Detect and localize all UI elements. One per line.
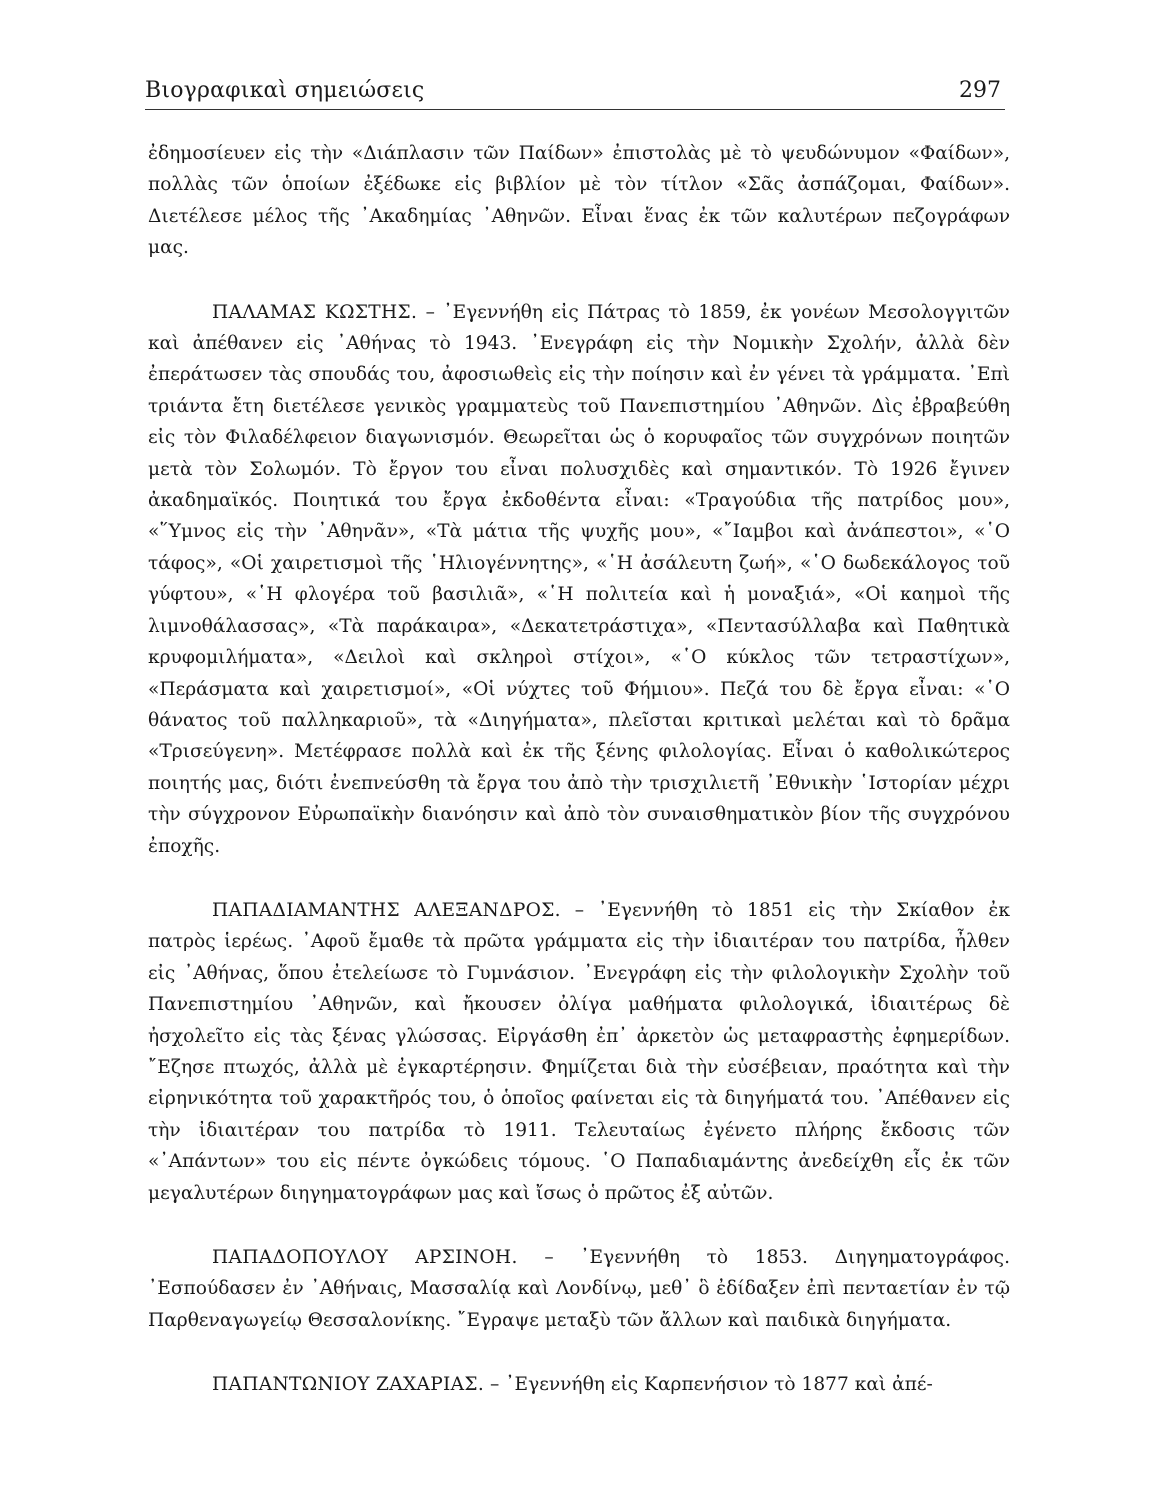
entry-papantoniou xyxy=(148,1369,1010,1400)
entry-text: – ᾿Εγεννήθη εἰς Καρπενήσιον τὸ 1877 καὶ ἀπέ- xyxy=(490,1374,933,1396)
page-number: 297 xyxy=(959,78,1001,103)
entry-name: ΠΑΠΑΝΤΩΝΙΟΥ ΖΑΧΑΡΙΑΣ. xyxy=(212,1374,485,1396)
entry-name: ΠΑΠΑΔΟΠΟΥΛΟΥ ΑΡΣΙΝΟΗ. xyxy=(212,1247,518,1268)
intro-paragraph xyxy=(148,138,1010,264)
entry-text: – ᾿Εγεννήθη τὸ 1851 εἰς τὴν Σκίαθον ἐκ πατρὸς ἱερέως. ᾿Αφοῦ ἔμαθε τὰ πρῶτα γράμματα εἰς τὴν ἰδιαιτέραν του πατρίδα, ἦλθεν εἰς ᾿Αθήνας, ὅπου ἐτελείωσε τὸ Γυμνάσιον. ᾿Ενεγράφη εἰς τὴν φιλολογικὴν Σχολὴν τοῦ Πανεπιστημίου ᾿Αθηνῶν, καὶ ἤκουσεν ὀλίγα μαθήματα φιλολογικά, ἰδιαιτέρως δὲ ἠσχολεῖτο εἰς τὰς ξένας γλώσσας. Εἰργάσθη ἐπ᾿ ἀρκετὸν ὡς μεταφραστὴς ἐφημερίδων. ῎Εζησε πτωχός, ἀλλὰ μὲ ἐγκαρτέρησιν. Φημίζεται διὰ τὴν εὐσέβειαν, πραότητα καὶ τὴν εἰρηνικότητα τοῦ χαρακτῆρός του, ὁ ὁποῖος φαίνεται εἰς τὰ διηγήματά του. ᾿Απέθανεν εἰς τὴν ἰδιαιτέραν του πατρίδα τὸ 1911. Τελευταίως ἐγένετο πλήρης ἔκδοσις τῶν «᾿Απάντων» του εἰς πέντε ὀγκώδεις τόμους. ῾Ο Παπαδιαμάντης ἀνεδείχθη εἷς ἐκ τῶν μεγαλυτέρων διηγηματογράφων μας καὶ ἴσως ὁ πρῶτος ἐξ αὐτῶν. xyxy=(148,899,1010,1204)
entry-papadiamantis xyxy=(148,895,1010,1209)
entry-paragraph xyxy=(148,297,1010,862)
entry-name: ΠΑΛΑΜΑΣ ΚΩΣΤΗΣ. xyxy=(212,301,418,323)
entry-papadopoulou xyxy=(148,1242,1010,1336)
intro-text: ἐδημοσίευεν εἰς τὴν «Διάπλασιν τῶν Παίδων» ἐπιστολὰς μὲ τὸ ψευδώνυμον «Φαίδων», πολλὰς τῶν ὁποίων ἐξέδωκε εἰς βιβλίον μὲ τὸν τίτλον «Σᾶς ἀσπάζομαι, Φαίδων». Διετέλεσε μέλος τῆς ᾿Ακαδημίας ᾿Αθηνῶν. Εἶναι ἕνας ἐκ τῶν καλυτέρων πεζογράφων μας. xyxy=(148,143,1010,259)
body-text xyxy=(148,138,1010,1401)
entry-paragraph xyxy=(148,1369,1010,1400)
entry-text: – ᾿Εγεννήθη εἰς Πάτρας τὸ 1859, ἐκ γονέων Μεσολογγιτῶν καὶ ἀπέθανεν εἰς ᾿Αθήνας τὸ 1943. ᾿Ενεγράφη εἰς τὴν Νομικὴν Σχολήν, ἀλλὰ δὲν ἐπεράτωσεν τὰς σπουδάς του, ἀφοσιωθεὶς εἰς τὴν ποίησιν καὶ ἐν γένει τὰ γράμματα. ᾿Επὶ τριάντα ἔτη διετέλεσε γενικὸς γραμματεὺς τοῦ Πανεπιστημίου ᾿Αθηνῶν. Δὶς ἐβραβεύθη εἰς τὸν Φιλαδέλφειον διαγωνισμόν. Θεωρεῖται ὡς ὁ κορυφαῖος τῶν συγχρόνων ποιητῶν μετὰ τὸν Σολωμόν. Τὸ ἔργον του εἶναι πολυσχιδὲς καὶ σημαντικόν. Τὸ 1926 ἔγινεν ἀκαδημαϊκός. Ποιητικά του ἔργα ἐκδοθέντα εἶναι: «Τραγούδια τῆς πατρίδος μου», «῞Υμνος εἰς τὴν ᾿Αθηνᾶν», «Τὰ μάτια τῆς ψυχῆς μου», «῎Ιαμβοι καὶ ἀνάπεστοι», «῾Ο τάφος», «Οἱ χαιρετισμοὶ τῆς ῾Ηλιογέννητης», «῾Η ἀσάλευτη ζωή», «῾Ο δωδεκάλογος τοῦ γύφτου», «῾Η φλογέρα τοῦ βασιλιᾶ», «῾Η πολιτεία καὶ ἡ μοναξιά», «Οἱ καημοὶ τῆς λιμνοθάλασσας», «Τὰ παράκαιρα», «Δεκατετράστιχα», «Πεντασύλλαβα καὶ Παθητικὰ κρυφομιλήματα», «Δειλοὶ καὶ σκληροὶ στίχοι», «῾Ο κύκλος τῶν τετραστίχων», «Περάσματα καὶ χαιρετισμοί», «Οἱ νύχτες τοῦ Φήμιου». Πεζά του δὲ ἔργα εἶναι: «῾Ο θάνατος τοῦ παλληκαριοῦ», τὰ «Διηγήματα», πλεῖσται κριτικαὶ μελέται καὶ τὸ δρᾶμα «Τρισεύγενη». Μετέφρασε πολλὰ καὶ ἐκ τῆς ξένης φιλολογίας. Εἶναι ὁ καθολικώτερος ποιητής μας, διότι ἐνεπνεύσθη τὰ ἔργα του ἀπὸ τὴν τρισχιλιετῆ ᾿Εθνικὴν ῾Ιστορίαν μέχρι τὴν σύγχρονον Εὐρωπαϊκὴν διανόησιν καὶ ἀπὸ τὸν συναισθηματικὸν βίον τῆς συγχρόνου ἐποχῆς. xyxy=(148,301,1010,857)
entry-paragraph xyxy=(148,895,1010,1209)
entry-text: – ᾿Εγεννήθη τὸ 1853. Διηγηματογράφος. ᾿Εσπούδασεν ἐν ᾿Αθήναις, Μασσαλίᾳ καὶ Λονδίνῳ, μεθ᾿ ὃ ἐδίδαξεν ἐπὶ πενταετίαν ἐν τῷ Παρθεναγωγείῳ Θεσσαλονίκης. ῎Εγραψε μεταξὺ τῶν ἄλλων καὶ παιδικὰ διηγήματα. xyxy=(148,1247,1010,1331)
entry-palamas xyxy=(148,297,1010,862)
entry-name: ΠΑΠΑΔΙΑΜΑΝΤΗΣ ΑΛΕΞΑΝΔΡΟΣ. xyxy=(212,899,561,921)
entry-paragraph xyxy=(148,1242,1010,1336)
running-title: Βιογραφικαὶ σημειώσεις xyxy=(145,78,425,103)
page xyxy=(145,78,1028,1401)
running-header xyxy=(145,78,1005,110)
